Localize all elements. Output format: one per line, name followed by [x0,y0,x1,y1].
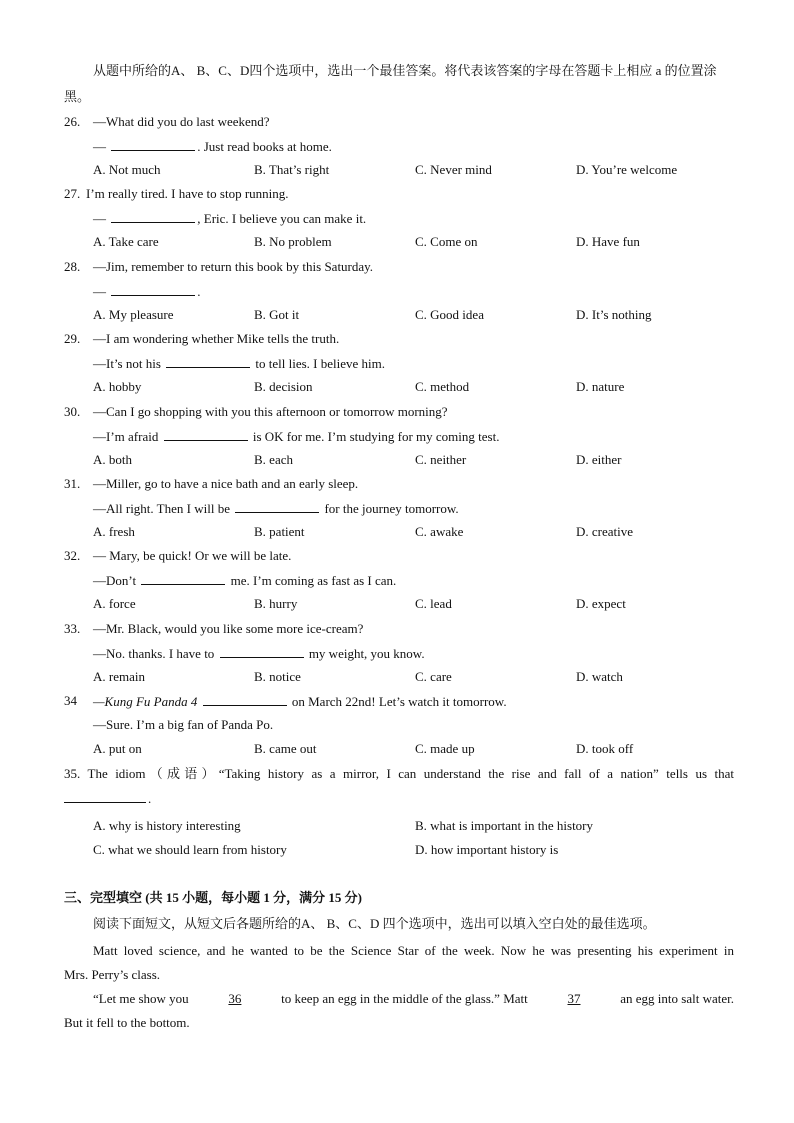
answer-blank [164,427,248,441]
option-b: B. what is important in the history [415,818,594,833]
option-c: C. care [415,669,452,684]
option-d: D. It’s nothing [576,307,652,322]
option-d: D. nature [576,379,625,394]
passage-line-1: Matt loved science, and he wanted to be the Science Star of the week. Now he was presenting his experiment in [93,943,734,958]
blank-36: 36 [228,991,242,1006]
question-number: 26. [64,114,81,129]
question-line-1: —Kung Fu Panda 4 on March 22nd! Let’s watch it tomorrow. [93,694,507,709]
option-a: A. Take care [93,234,159,249]
question-line-2: — . Just read books at home. [93,139,332,154]
question-line-2: —Don’t me. I’m coming as fast as I can. [93,573,397,588]
blank-37: 37 [567,991,581,1006]
option-c: C. awake [415,524,464,539]
option-a: A. hobby [93,379,142,394]
question-line-2: — , Eric. I believe you can make it. [93,211,367,226]
question-line-1: —I am wondering whether Mike tells the truth. [93,331,340,346]
question-line-1: —Can I go shopping with you this afternoon or tomorrow morning? [93,404,448,419]
question-line-1: 35. The idiom（成语）“Taking history as a mirror, I can understand the rise and fall of a nation” tells us that [64,766,734,781]
option-b: B. came out [254,741,317,756]
passage-line-3: “Let me show you 36 to keep an egg in the middle of the glass.” Matt 37 an egg into salt water. [93,991,734,1006]
option-d: D. Have fun [576,234,640,249]
option-c: C. Never mind [415,162,492,177]
question-number: 30. [64,404,81,419]
question-line-1: —Mr. Black, would you like some more ice-cream? [93,621,364,636]
question-line-2: —All right. Then I will be for the journey tomorrow. [93,501,459,516]
option-a: A. My pleasure [93,307,174,322]
section-heading: 三、完型填空 (共 15 小题，每小题 1 分，满分 15 分) [64,890,362,905]
answer-blank [166,354,250,368]
question-number: 28. [64,259,81,274]
question-line-2: —No. thanks. I have to my weight, you know. [93,646,425,661]
question-number: 34 [64,693,77,708]
option-d: D. how important history is [415,842,559,857]
option-b: B. No problem [254,234,332,249]
question-line-2: —I’m afraid is OK for me. I’m studying for my coming test. [93,429,500,444]
option-a: A. put on [93,741,142,756]
question-line-1: — Mary, be quick! Or we will be late. [93,548,292,563]
option-c: C. made up [415,741,475,756]
option-b: B. notice [254,669,301,684]
question-line-2: . [64,789,151,808]
option-b: B. hurry [254,596,298,611]
option-a: A. both [93,452,132,467]
section-instructions: 从题中所给的A、 B、C、D四个选项中，选出一个最佳答案。将代表该答案的字母在答题卡上相应 a 的位置涂黑。 [64,63,717,104]
answer-blank [111,137,195,151]
option-d: D. either [576,452,622,467]
question-number: 27. [64,186,81,201]
passage-line-4: But it fell to the bottom. [64,1015,190,1030]
question-line-1: I’m really tired. I have to stop running. [86,186,289,201]
option-d: D. took off [576,741,634,756]
answer-blank [111,209,195,223]
question-line-2: — . [93,284,201,299]
option-c: C. neither [415,452,467,467]
question-line-1: —What did you do last weekend? [93,114,270,129]
option-d: D. expect [576,596,626,611]
option-c: C. Good idea [415,307,484,322]
question-number: 29. [64,331,81,346]
option-b: B. Got it [254,307,300,322]
question-line-1: —Jim, remember to return this book by this Saturday. [93,259,374,274]
option-a: A. fresh [93,524,135,539]
option-d: D. watch [576,669,623,684]
question-number: 32. [64,548,81,563]
answer-blank [64,789,146,803]
option-c: C. Come on [415,234,478,249]
question-line-2: —It’s not his to tell lies. I believe him. [93,356,386,371]
question-number: 33. [64,621,81,636]
movie-title: —Kung Fu Panda 4 [93,694,198,709]
answer-blank [111,282,195,296]
passage-line-2: Mrs. Perry’s class. [64,967,161,982]
option-d: D. creative [576,524,634,539]
option-b: B. decision [254,379,313,394]
option-a: A. Not much [93,162,161,177]
question-line-2: —Sure. I’m a big fan of Panda Po. [93,717,274,732]
option-a: A. force [93,596,136,611]
answer-blank [203,692,287,706]
option-a: A. remain [93,669,145,684]
option-c: C. what we should learn from history [93,842,287,857]
question-line-1: —Miller, go to have a nice bath and an early sleep. [93,476,359,491]
option-d: D. You’re welcome [576,162,678,177]
option-c: C. method [415,379,470,394]
section-instruction: 阅读下面短文，从短文后各题所给的A、 B、C、D 四个选项中，选出可以填入空白处的最佳选项。 [93,916,656,931]
question-number: 31. [64,476,81,491]
option-c: C. lead [415,596,452,611]
option-b: B. That’s right [254,162,330,177]
option-a: A. why is history interesting [93,818,241,833]
answer-blank [220,644,304,658]
answer-blank [235,499,319,513]
answer-blank [141,571,225,585]
option-b: B. each [254,452,293,467]
option-b: B. patient [254,524,305,539]
